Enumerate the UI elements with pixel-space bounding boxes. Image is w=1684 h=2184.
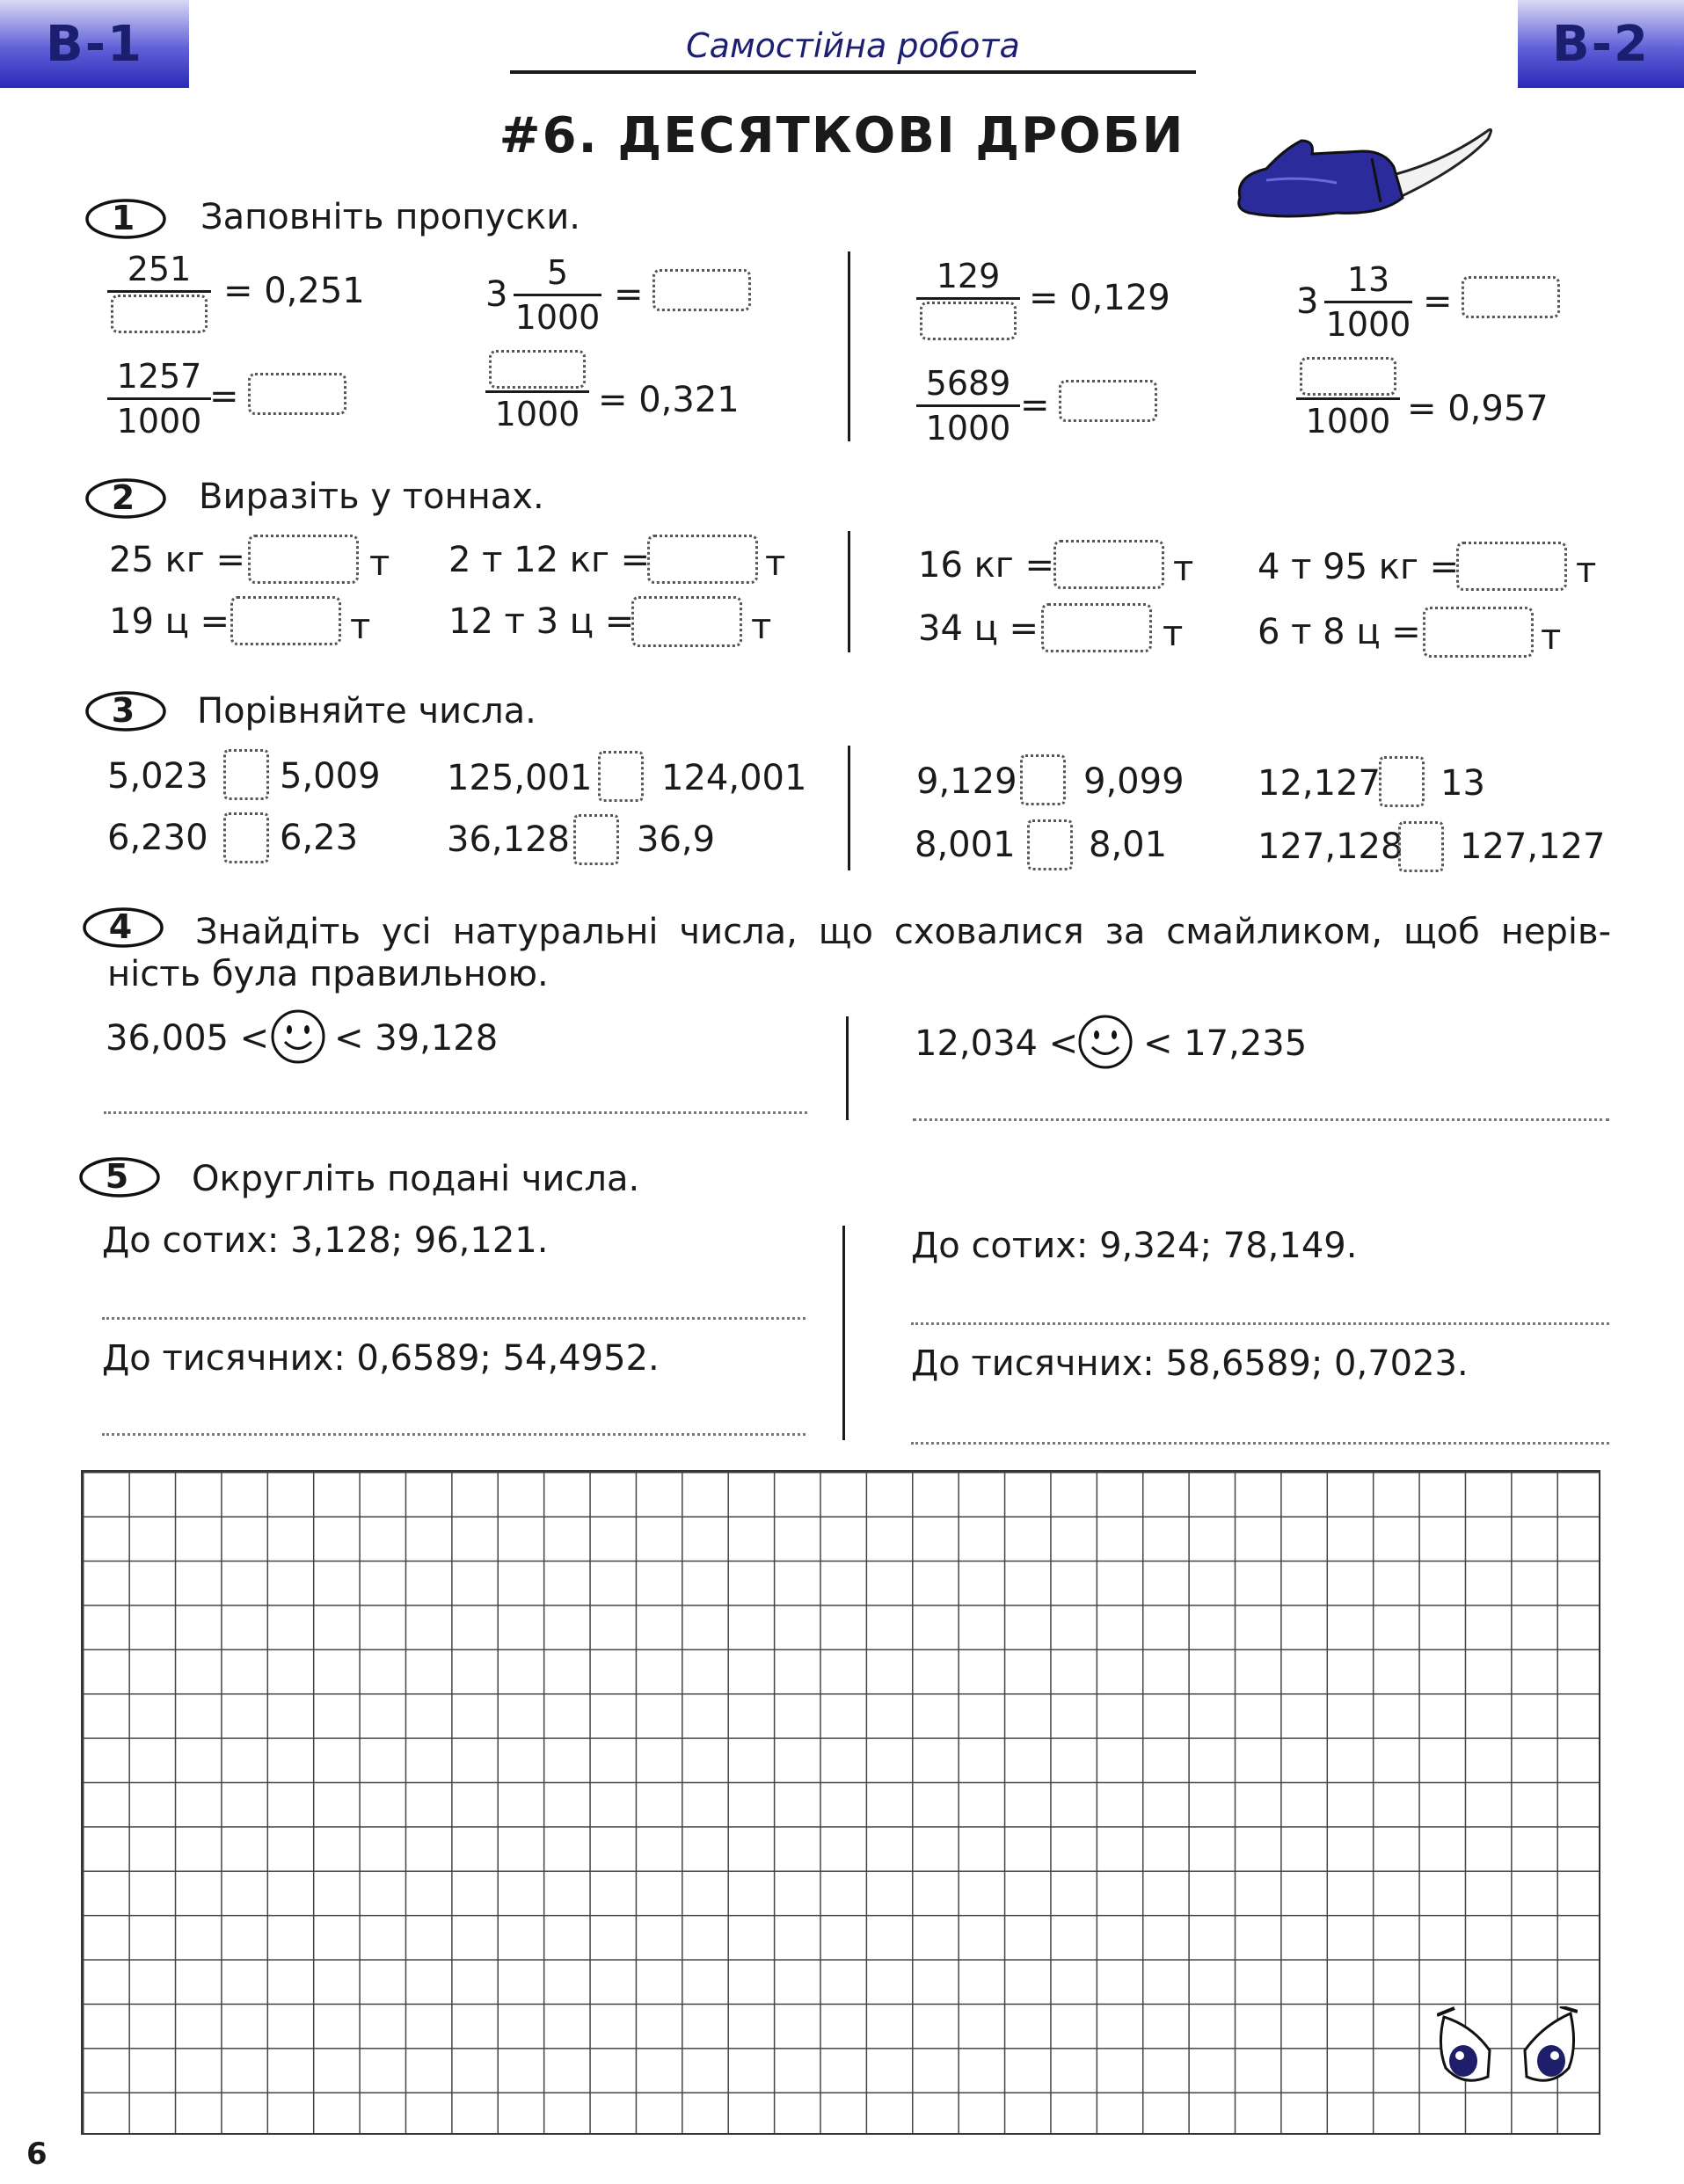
task1-v2-d-rhs: = 0,957 <box>1407 389 1549 429</box>
task4-v2-left: 12,034 < <box>915 1023 1079 1064</box>
task2-v1-item-4-unit: т <box>751 607 772 647</box>
task4-v1-right: < 39,128 <box>334 1018 499 1059</box>
task2-v1-item-3-label: 19 ц = <box>109 601 230 642</box>
pointing-hand-icon <box>1231 114 1513 229</box>
task3-v2-pair-3-box[interactable] <box>1027 819 1073 870</box>
task2-v1-item-4-box[interactable] <box>631 596 742 647</box>
task3-v2-pair-3-a: 8,001 <box>915 825 1016 865</box>
task4-v2-answer-line[interactable] <box>913 1118 1609 1121</box>
task1-v1-c-answer-box[interactable] <box>248 373 346 415</box>
task1-v1-fraction-d: 1000 <box>485 350 589 433</box>
variant-1-label: В-1 <box>46 15 143 73</box>
task3-v2-pair-1-box[interactable] <box>1020 754 1066 805</box>
task3-v2-pair-2-box[interactable] <box>1379 756 1425 807</box>
task1-v1-b-whole: 3 <box>485 274 508 315</box>
task1-v2-fraction-b: 13 1000 <box>1325 260 1411 344</box>
task2-v2-item-3-box[interactable] <box>1041 603 1152 652</box>
task3-column-divider <box>848 746 850 870</box>
task-2-instruction: Виразіть у тоннах. <box>199 477 544 517</box>
task5-v2-thousandths: До тисячних: 58,6589; 0,7023. <box>911 1343 1469 1384</box>
task5-v1-thousandths-answer-line[interactable] <box>102 1433 806 1436</box>
task2-v1-item-1-unit: т <box>369 543 390 584</box>
task2-v1-item-2-unit: т <box>765 543 786 584</box>
task5-v2-hundredths: До сотих: 9,324; 78,149. <box>911 1226 1358 1266</box>
task3-v2-pair-4-b: 127,127 <box>1460 826 1606 867</box>
task2-v2-item-3-unit: т <box>1163 614 1184 654</box>
task3-v1-pair-1-b: 5,009 <box>280 756 381 797</box>
task1-v1-b-eq: = <box>614 274 644 315</box>
task-1-instruction: Заповніть пропуски. <box>200 197 580 237</box>
task1-v2-b-eq: = <box>1423 281 1453 322</box>
task-4-instruction: Знайдіть усі натуральні числа, що сховалися за смайликом, щоб нерів-ність була правильною. <box>107 912 1611 994</box>
task1-v2-a-denominator-box[interactable] <box>920 302 1017 340</box>
task3-v2-pair-2-a: 12,127 <box>1258 763 1381 804</box>
task3-v1-pair-1-box[interactable] <box>223 749 269 800</box>
task2-v2-item-1-label: 16 кг = <box>918 545 1055 586</box>
variant-2-tab <box>1518 0 1684 88</box>
task5-v1-hundredths: До сотих: 3,128; 96,121. <box>102 1220 549 1261</box>
task2-v2-item-4-box[interactable] <box>1423 607 1534 658</box>
task1-v1-fraction-a: 251 <box>107 250 211 333</box>
task2-v1-item-1-box[interactable] <box>248 535 359 584</box>
task5-column-divider <box>842 1226 845 1440</box>
task3-v2-pair-4-box[interactable] <box>1398 821 1444 872</box>
task3-v1-pair-2-box[interactable] <box>598 751 644 802</box>
header-caption: Самостійна робота <box>686 26 1020 65</box>
task1-v1-c-eq: = <box>209 376 239 417</box>
graph-paper-grid[interactable] <box>81 1470 1600 2135</box>
task3-v2-pair-3-b: 8,01 <box>1089 825 1168 865</box>
task3-v1-pair-4-a: 36,128 <box>447 819 570 860</box>
task4-v2-right: < 17,235 <box>1143 1023 1308 1064</box>
task-3-instruction: Порівняйте числа. <box>197 691 536 732</box>
task-3-number: 3 <box>84 689 163 732</box>
task1-v1-b-answer-box[interactable] <box>652 269 751 311</box>
task2-v2-item-4-label: 6 т 8 ц = <box>1258 612 1421 652</box>
task2-v2-item-1-unit: т <box>1173 549 1194 589</box>
task-4-number: 4 <box>81 906 160 948</box>
task1-v1-d-numerator-box[interactable] <box>489 350 586 389</box>
task3-v1-pair-3-a: 6,230 <box>107 818 208 858</box>
page-number: 6 <box>26 2137 47 2172</box>
task1-v1-d-rhs: = 0,321 <box>598 380 740 420</box>
task5-v2-hundredths-answer-line[interactable] <box>911 1322 1609 1325</box>
task4-v1-left: 36,005 < <box>106 1018 270 1059</box>
variant-1-tab <box>0 0 189 88</box>
task2-v1-item-3-box[interactable] <box>230 596 341 645</box>
task2-v2-item-3-label: 34 ц = <box>918 608 1039 649</box>
task-1-number: 1 <box>84 197 163 239</box>
task5-v1-hundredths-answer-line[interactable] <box>102 1317 806 1320</box>
task2-v1-item-1-label: 25 кг = <box>109 540 246 580</box>
task3-v1-pair-2-a: 125,001 <box>447 758 593 798</box>
smiley-icon <box>269 1008 327 1066</box>
task-5-instruction: Округліть подані числа. <box>192 1159 640 1199</box>
task2-v2-item-2-label: 4 т 95 кг = <box>1258 547 1460 587</box>
task3-v2-pair-2-b: 13 <box>1440 763 1485 804</box>
task3-v1-pair-4-b: 36,9 <box>637 819 716 860</box>
task3-v1-pair-3-box[interactable] <box>223 812 269 863</box>
task3-v1-pair-2-b: 124,001 <box>661 758 807 798</box>
task3-v1-pair-3-b: 6,23 <box>280 818 359 858</box>
task1-v2-c-answer-box[interactable] <box>1059 380 1157 422</box>
variant-2-label: В-2 <box>1552 15 1650 73</box>
task5-v2-thousandths-answer-line[interactable] <box>911 1442 1609 1445</box>
eyes-icon <box>1437 2006 1578 2094</box>
task1-v2-fraction-d: 1000 <box>1296 357 1400 440</box>
task1-v2-a-rhs: = 0,129 <box>1029 278 1170 318</box>
task3-v2-pair-4-a: 127,128 <box>1258 826 1403 867</box>
smiley-icon <box>1076 1013 1134 1071</box>
task2-v1-item-2-label: 2 т 12 кг = <box>448 540 651 580</box>
task3-v2-pair-1-b: 9,099 <box>1083 761 1185 802</box>
task1-v1-a-rhs: = 0,251 <box>223 271 365 311</box>
header-rule <box>510 70 1196 74</box>
task4-v1-answer-line[interactable] <box>104 1111 807 1114</box>
task1-v1-a-denominator-box[interactable] <box>111 295 208 333</box>
task1-v2-b-whole: 3 <box>1296 281 1319 322</box>
task1-v2-b-answer-box[interactable] <box>1462 276 1560 318</box>
task-2-number: 2 <box>84 477 163 519</box>
task1-v2-fraction-a: 129 <box>916 257 1020 340</box>
task1-v1-fraction-b: 5 1000 <box>514 253 601 337</box>
task3-v1-pair-4-box[interactable] <box>573 814 619 865</box>
task3-v2-pair-1-a: 9,129 <box>916 761 1017 802</box>
task2-v1-item-2-box[interactable] <box>647 535 758 584</box>
task1-v2-d-numerator-box[interactable] <box>1300 357 1396 396</box>
task1-v2-c-eq: = <box>1020 385 1050 426</box>
task-5-number: 5 <box>77 1155 157 1198</box>
task2-v2-item-4-unit: т <box>1541 617 1562 658</box>
task3-v1-pair-1-a: 5,023 <box>107 756 208 797</box>
task1-v1-fraction-c: 1257 1000 <box>107 357 211 440</box>
task2-column-divider <box>848 531 850 652</box>
task1-v2-fraction-c: 5689 1000 <box>916 364 1020 448</box>
task2-v1-item-3-unit: т <box>350 607 371 647</box>
page-title: #6. ДЕСЯТКОВІ ДРОБИ <box>499 107 1185 164</box>
task4-column-divider <box>846 1016 849 1120</box>
task5-v1-thousandths: До тисячних: 0,6589; 54,4952. <box>102 1338 660 1379</box>
task1-column-divider <box>848 251 850 441</box>
task2-v2-item-2-box[interactable] <box>1456 542 1567 591</box>
task2-v2-item-1-box[interactable] <box>1053 540 1164 589</box>
task2-v1-item-4-label: 12 т 3 ц = <box>448 601 635 642</box>
task2-v2-item-2-unit: т <box>1576 550 1597 591</box>
